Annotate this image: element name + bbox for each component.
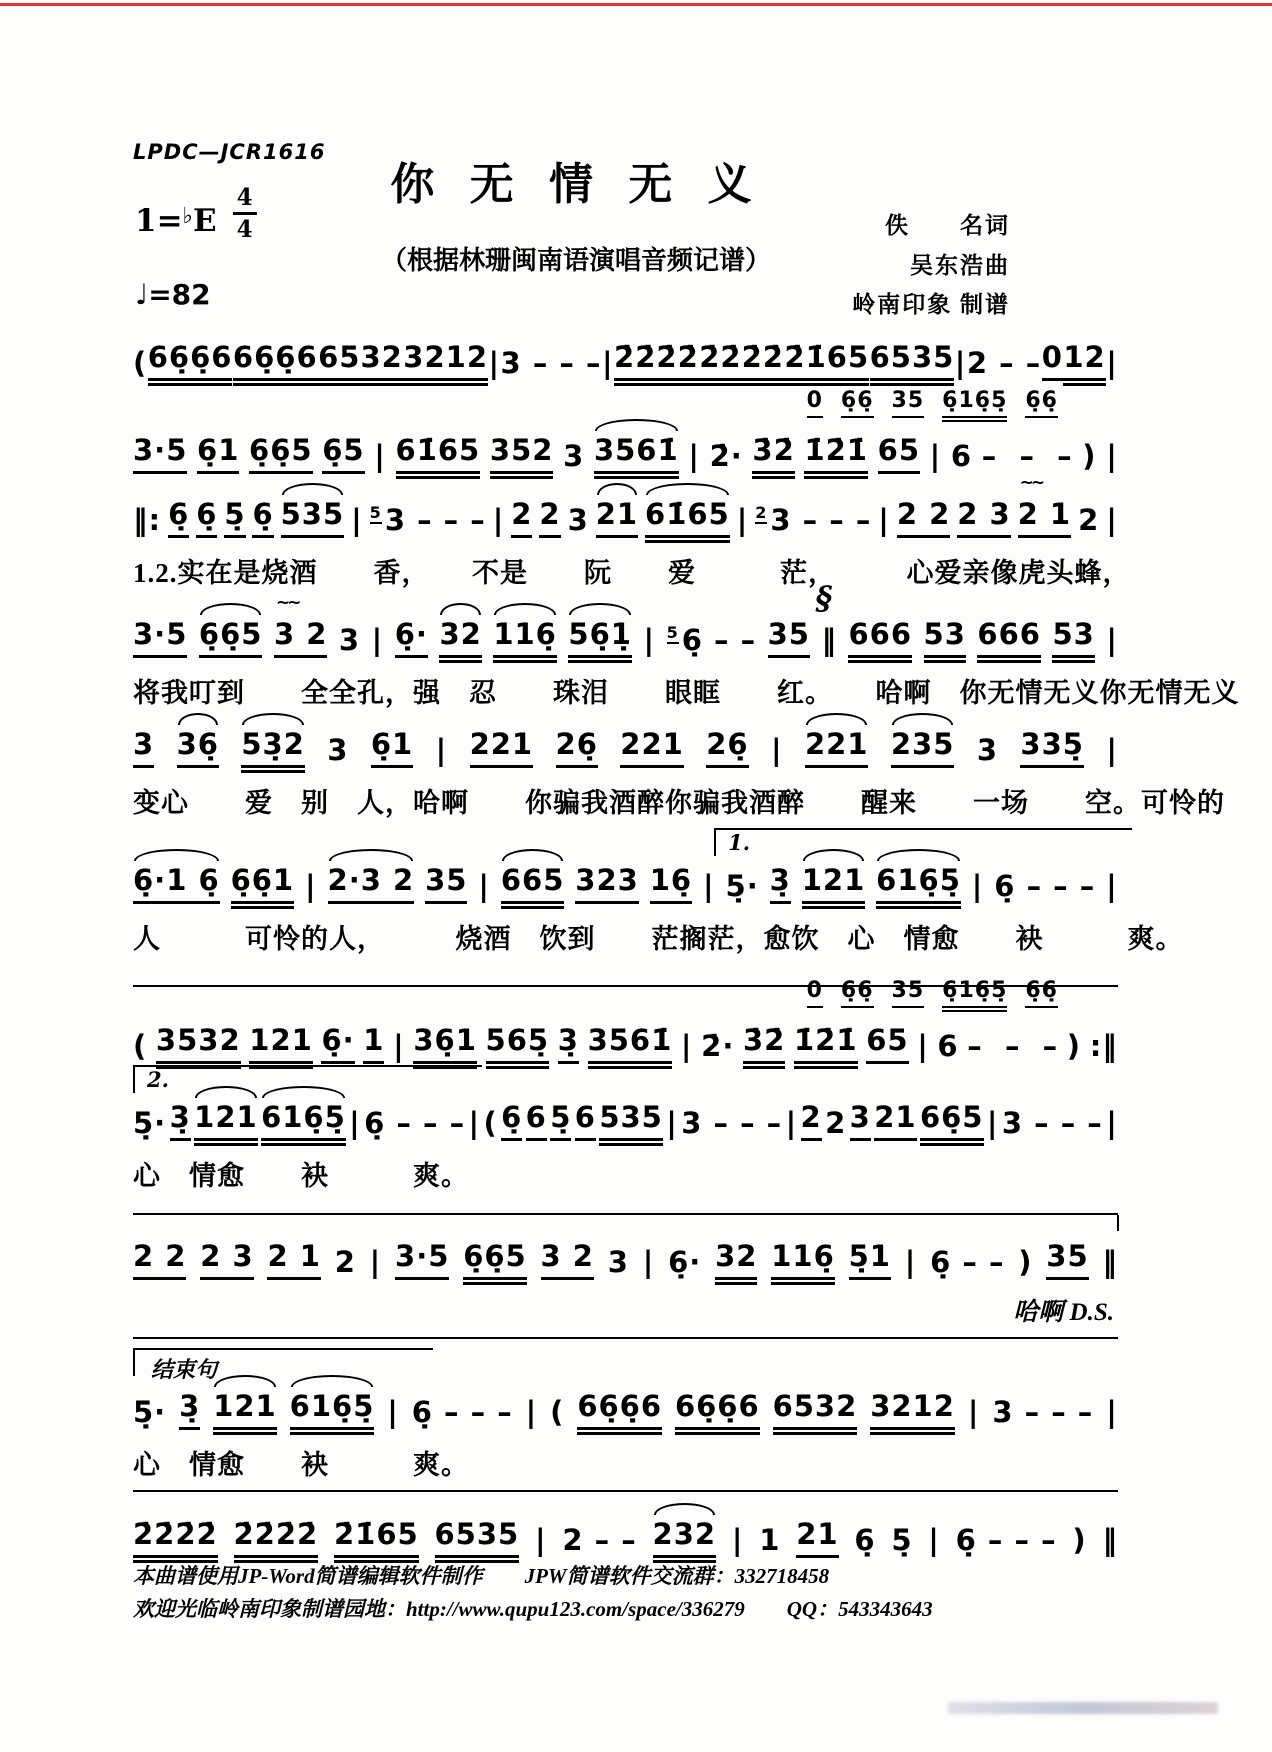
note-group: 6 [937, 1029, 959, 1064]
note-group: 1 [759, 1523, 781, 1558]
barline: ‖ [1102, 1523, 1118, 1558]
note-group: 6 [526, 1100, 547, 1141]
note-group: 3 2 [541, 1239, 594, 1280]
note-group: 6̣6̣5 [463, 1239, 527, 1280]
note-group: 3 – – – [681, 1106, 783, 1141]
catalog-number: LPDC—JCR1616 [133, 140, 326, 164]
note-group: 32 [439, 617, 481, 658]
note-group: 666 [848, 617, 912, 658]
note-group: 65 [866, 1023, 908, 1064]
barline: | [601, 346, 614, 381]
note-group: 121 [802, 863, 866, 904]
barline: | [371, 623, 384, 658]
note-group: 3̣ [179, 1389, 200, 1430]
music-line [133, 579, 1118, 658]
note-group: 2̇2̇2̇2̇ [234, 1517, 319, 1558]
barline: | [736, 503, 749, 538]
note-group: 3 [567, 503, 589, 538]
note-group: 5̣ [224, 497, 245, 538]
lyrics-line: 心 情愈 袂 爽。 [133, 1161, 469, 1191]
barline: ‖: [133, 503, 162, 538]
note-group: 2 1 [267, 1239, 320, 1280]
barline: ) [1066, 1029, 1082, 1064]
barline: | [387, 1395, 399, 1430]
note-group: 6̣ – – – [955, 1523, 1057, 1558]
note-group: 6532 [318, 340, 403, 381]
note-group: 3 [563, 439, 585, 474]
music-line [133, 858, 1118, 904]
barline: | [1106, 1395, 1118, 1430]
footer-notes [133, 1560, 933, 1625]
note-group: 616̣5̣ [876, 863, 961, 904]
barline: | [1106, 346, 1118, 381]
tempo-value: =82 [148, 278, 211, 311]
barline: | [1106, 1106, 1118, 1141]
arranger-credit: 岭南印象 制谱 [852, 292, 1010, 318]
note-group: 6̣· [321, 1023, 354, 1064]
system-divider [133, 1213, 1118, 1215]
barline: ‖ [1102, 1245, 1118, 1280]
note-group: 3 – – – [1001, 1106, 1103, 1141]
fill-note-group: 35 [892, 388, 925, 418]
note-group: 66̣6̣6 [675, 1389, 760, 1430]
barline: | [680, 1029, 693, 1064]
note-group: 6̣ [168, 497, 189, 538]
barline: | [1106, 439, 1118, 474]
note-group: 66̣5 [920, 1100, 984, 1141]
note-group: 221 [805, 727, 869, 768]
note-group: 6̣ – – – [994, 869, 1096, 904]
note-group: 6̣ – – [930, 1245, 1005, 1280]
note-group: 352 [490, 433, 554, 474]
barline: | [642, 1245, 655, 1280]
barline: | [478, 869, 490, 904]
barline: :‖ [1089, 1029, 1118, 1064]
note-group: 21 [796, 1517, 838, 1558]
ossia-fill [807, 388, 1058, 418]
note-group: 6535 [435, 1517, 520, 1558]
note-group: 235 [891, 727, 955, 768]
music-system [133, 978, 1118, 1064]
note-group: $^2$ 3 – – – [755, 503, 872, 538]
barline: | [349, 1106, 361, 1141]
fill-note-group: 6̣6̣ [841, 388, 874, 418]
barline: ( [133, 346, 148, 381]
note-group: 3·5 [395, 1239, 449, 1280]
barline: | [917, 1029, 929, 1064]
note-group: 35 [425, 863, 467, 904]
ending-bracket: 结束句 [133, 1348, 433, 1376]
music-line [133, 335, 1118, 381]
barline: | [488, 346, 501, 381]
note-group: 6̣5 [322, 433, 364, 474]
note-group: 3 [338, 623, 361, 658]
note-group: 6̣ – – – [364, 1106, 466, 1141]
note-group: 3 [607, 1245, 629, 1280]
note-group: 616̣5̣ [261, 1100, 346, 1141]
note-group: 232 [653, 1517, 717, 1558]
music-line [133, 1234, 1118, 1280]
note-group: 2̇2̇2̇2̇ [614, 340, 699, 381]
fill-note-group: 0 [807, 388, 823, 418]
note-group: 323 [575, 863, 639, 904]
barline: | [971, 869, 984, 904]
note-group: 26̣ [706, 727, 748, 768]
note-group: ~~ 2 1 [1018, 497, 1071, 538]
note-group: 3 [850, 1100, 871, 1141]
music-system [133, 335, 1118, 381]
note-group: 2 2 [133, 1239, 186, 1280]
note-group: 2̇2̇2̇2̇ [133, 1517, 218, 1558]
note-group: 6̣ [854, 1523, 876, 1558]
barline: ) [1018, 1245, 1033, 1280]
note-group: 2 – – [562, 1523, 637, 1558]
barline: | [305, 869, 317, 904]
barline: | [435, 733, 448, 768]
music-line [133, 1018, 1118, 1064]
note-group: 5̣· [133, 1395, 167, 1430]
note-group: 6̣ – – – [411, 1395, 513, 1430]
music-system [133, 388, 1118, 474]
note-group: 2̇· [709, 439, 743, 474]
note-group: 5̣· [133, 1106, 167, 1141]
note-group: 12 [1063, 340, 1105, 381]
note-group: 1̇2̇1̇ [794, 1023, 858, 1064]
note-group: 3 [327, 733, 349, 768]
note-group: 56̣1̣ [568, 617, 632, 658]
note-group: 3561̇ [594, 433, 679, 474]
note-group: 6̣·1 6̣ [133, 863, 220, 904]
lyrics-line: 心 情愈 袂 爽。 [133, 1450, 469, 1480]
note-group: 535 [281, 497, 345, 538]
lyrics-line: 人 可怜的人， 烧酒 饮到 茫搁茫，愈饮 心 情愈 袂 爽。 [133, 924, 1184, 954]
note-group: 3·5 [133, 617, 187, 658]
note-group: 53̣2 [241, 727, 305, 768]
note-group: 6̣6̣5 [199, 617, 263, 658]
note-group: 6535 [870, 340, 955, 381]
lyrics-line: 1.2.实在是烧酒 香， 不是 阮 爱 茫， 心爱亲像虎头蜂， [133, 558, 1131, 588]
note-group: 3̇2̇ [752, 433, 794, 474]
note-group: 3̣ [770, 863, 791, 904]
music-line [133, 428, 1118, 474]
note-group: 2 [539, 497, 560, 538]
note-group: 21 [874, 1100, 916, 1141]
fill-note-group: 0 [807, 978, 823, 1008]
system-divider [133, 1337, 1118, 1339]
barline: § ‖ [815, 579, 837, 658]
fill-note-group: 6̣16̣5̣ [942, 388, 1007, 418]
time-denominator: 4 [236, 216, 253, 243]
fill-note-group: 6̣16̣5̣ [942, 978, 1007, 1008]
note-group: 66̣6̣6 [577, 1389, 662, 1430]
note-group: $^5$ 6̣ – – [666, 623, 757, 658]
note-group: 2 – – [966, 346, 1042, 381]
barline: | [492, 503, 505, 538]
note-group: 221 [470, 727, 534, 768]
music-system [133, 1067, 1118, 1193]
music-line [133, 1384, 1118, 1430]
note-group: 6 [950, 439, 973, 474]
note-group: 2 3 [200, 1239, 253, 1280]
note-group: 3532 [156, 1023, 241, 1064]
note-group: 121 [249, 1023, 313, 1064]
note-group: 32 [715, 1239, 757, 1280]
barline: | [468, 1106, 481, 1141]
note-group: 2 2 [897, 497, 950, 538]
barline: | [535, 1523, 547, 1558]
note-group: 6̣ [252, 497, 273, 538]
lyricist-credit: 佚 名词 [885, 213, 1010, 238]
note-group: 666 [977, 617, 1041, 658]
fill-note-group: 35 [892, 978, 925, 1008]
note-group: 3561̇ [588, 1023, 673, 1064]
note-group: 35 [1046, 1239, 1088, 1280]
note-group: 6̣· [668, 1245, 702, 1280]
note-group: 665 [501, 863, 565, 904]
composer-credit: 吴东浩曲 [910, 252, 1010, 278]
note-group: 61̇65 [645, 497, 730, 538]
note-group: 36̣1 [413, 1023, 477, 1064]
barline: ( [483, 1106, 498, 1141]
grace-note: 2 [755, 503, 768, 523]
note-group: 35 [768, 617, 810, 658]
note-group: 3212 [870, 1389, 955, 1430]
fill-note-group: 6̣6̣ [1025, 388, 1058, 418]
quarter-note-icon: ♩ [135, 278, 149, 311]
note-group: 3 – – – [992, 1395, 1094, 1430]
note-group: 5̣· [725, 869, 759, 904]
note-group: 3̣ [558, 1023, 579, 1064]
note-group: 2̇1̇65 [334, 1517, 419, 1558]
note-group: 116̣ [493, 617, 557, 658]
music-system [133, 722, 1225, 820]
note-group: 565̣ [486, 1023, 550, 1064]
note-group: 6532 [773, 1389, 858, 1430]
note-group: 2̇1̇65 [784, 340, 869, 381]
barline: | [785, 1106, 798, 1141]
volta-bracket: 1. [714, 828, 1132, 856]
barline: | [666, 1106, 678, 1141]
barline: | [643, 623, 656, 658]
music-system [133, 1348, 1118, 1482]
note-group: 66̣6̣6 [148, 340, 233, 381]
volta-bracket: 2. [133, 1065, 482, 1093]
ossia-fill [807, 978, 1058, 1008]
barline: ( [550, 1395, 565, 1430]
note-group: 221 [620, 727, 684, 768]
barline: | [904, 1245, 917, 1280]
note-group: 3212 [403, 340, 488, 381]
song-subtitle: （根据林珊闽南语演唱音频记谱） [380, 246, 771, 275]
note-group: 36̣ [177, 727, 219, 768]
note-group: 0 [1042, 340, 1063, 381]
music-line [133, 492, 1118, 538]
footer-line-2: 欢迎光临岭南印象制谱园地：http://www.qupu123.com/space/336279 QQ：543343643 [133, 1596, 933, 1621]
barline: | [1106, 733, 1118, 768]
barline: ) [1082, 439, 1097, 474]
note-group: 26̣ [556, 727, 598, 768]
note-group: 2 3 [957, 497, 1010, 538]
time-numerator: 4 [236, 184, 253, 211]
note-group: 2 [825, 1106, 847, 1141]
note-group: 6 [575, 1100, 596, 1141]
barline: | [928, 1523, 940, 1558]
note-group: 2 [1078, 503, 1100, 538]
note-group: 6̣6̣1 [231, 863, 295, 904]
note-group: 6̣ [196, 497, 217, 538]
key-prefix: 1= [135, 203, 183, 239]
note-group: 3̇2̇ [743, 1023, 785, 1064]
flat-icon: ♭ [182, 203, 193, 229]
barline: ) [1072, 1523, 1087, 1558]
note-group: – – – [967, 1029, 1059, 1064]
barline: | [731, 1523, 744, 1558]
note-group: 2·3 2 [328, 863, 415, 904]
note-group: 1̇2̇1̇ [804, 433, 868, 474]
fill-note-group: 6̣6̣ [1025, 978, 1058, 1008]
note-group: 116̣ [771, 1239, 835, 1280]
ds-annotation: 哈啊 D.S. [1013, 1299, 1114, 1326]
barline: | [374, 439, 386, 474]
barline: | [1106, 503, 1118, 538]
music-system [133, 830, 1184, 956]
grace-note: 5 [369, 503, 382, 523]
note-group: 6̣· [395, 617, 428, 658]
note-group: 535 [599, 1100, 663, 1141]
note-group: 5̣ [550, 1100, 571, 1141]
note-group: 6̣1 [197, 433, 239, 474]
note-group: 21 [596, 497, 638, 538]
music-system [133, 492, 1131, 590]
music-system [133, 1234, 1118, 1328]
song-title: 你 无 情 无 义 [390, 159, 762, 210]
barline: | [369, 1245, 382, 1280]
barline: | [688, 439, 700, 474]
note-group: 6̣6̣5 [249, 433, 313, 474]
lyrics-line: 变心 爱 别 人，哈啊 你骗我酒醉你骗我酒醉 醒来 一场 空。可怜的 [133, 788, 1225, 818]
music-line [133, 1512, 1118, 1558]
note-group: 3̣ [170, 1100, 191, 1141]
barline: ( [133, 1029, 148, 1064]
barline: | [703, 869, 715, 904]
note-group: 53 [924, 617, 966, 658]
barline: | [770, 733, 783, 768]
segno-icon: § [815, 579, 834, 618]
note-group: 2 [334, 1245, 356, 1280]
note-group: 16̣ [650, 863, 692, 904]
note-group: 5̣ [891, 1523, 913, 1558]
fill-note-group: 6̣6̣ [841, 978, 874, 1008]
barline: | [967, 1395, 980, 1430]
note-group: 121 [194, 1100, 258, 1141]
note-group: 1 [363, 1023, 384, 1064]
note-group: 3 [133, 727, 154, 768]
note-group: 616̣5̣ [290, 1389, 375, 1430]
barline: | [929, 439, 942, 474]
note-group: 2̇· [701, 1029, 735, 1064]
note-group: ~~ 3 2 [274, 617, 327, 658]
note-group: 6̣ [501, 1100, 522, 1141]
note-group: 121 [213, 1389, 277, 1430]
note-group: 3 – – – [500, 346, 602, 381]
note-group: 3·5 [133, 433, 187, 474]
barline: | [351, 503, 363, 538]
grace-note: 5 [666, 623, 679, 643]
barline: | [986, 1106, 999, 1141]
music-line [133, 722, 1118, 768]
note-group: 6̣1 [371, 727, 413, 768]
system-divider [133, 1490, 1118, 1492]
note-group: 66̣6̣6 [233, 340, 318, 381]
music-line [133, 1095, 1118, 1141]
music-system [133, 1512, 1118, 1558]
key-letter: E [192, 203, 217, 239]
note-group: 3 [976, 733, 998, 768]
note-group: 335̣ [1020, 727, 1084, 768]
note-group: 2 [511, 497, 532, 538]
barline: | [525, 1395, 538, 1430]
barline: | [954, 346, 967, 381]
footer-line-1: 本曲谱使用JP-Word简谱编辑软件制作 JPW简谱软件交流群：332718458 [133, 1564, 830, 1588]
barline: | [1106, 869, 1118, 904]
lyrics-line: 将我叮到 全全孔，强 忍 珠泪 眼眶 红。 哈啊 你无情无义你无情无义 [133, 678, 1240, 708]
note-group: 53 [1052, 617, 1094, 658]
barline: | [1106, 623, 1118, 658]
note-group: 2 [801, 1100, 822, 1141]
note-group: $^5$ 3 – – – [369, 503, 486, 538]
music-system [133, 579, 1240, 710]
watermark [948, 1702, 1218, 1714]
note-group: 2̇2̇2̇2̇ [699, 340, 784, 381]
note-group: 61̇65 [396, 433, 481, 474]
note-group: 65 [878, 433, 920, 474]
note-group: 5̣1 [849, 1239, 891, 1280]
barline: | [393, 1029, 405, 1064]
note-group: – – – [981, 439, 1073, 474]
barline: | [878, 503, 890, 538]
